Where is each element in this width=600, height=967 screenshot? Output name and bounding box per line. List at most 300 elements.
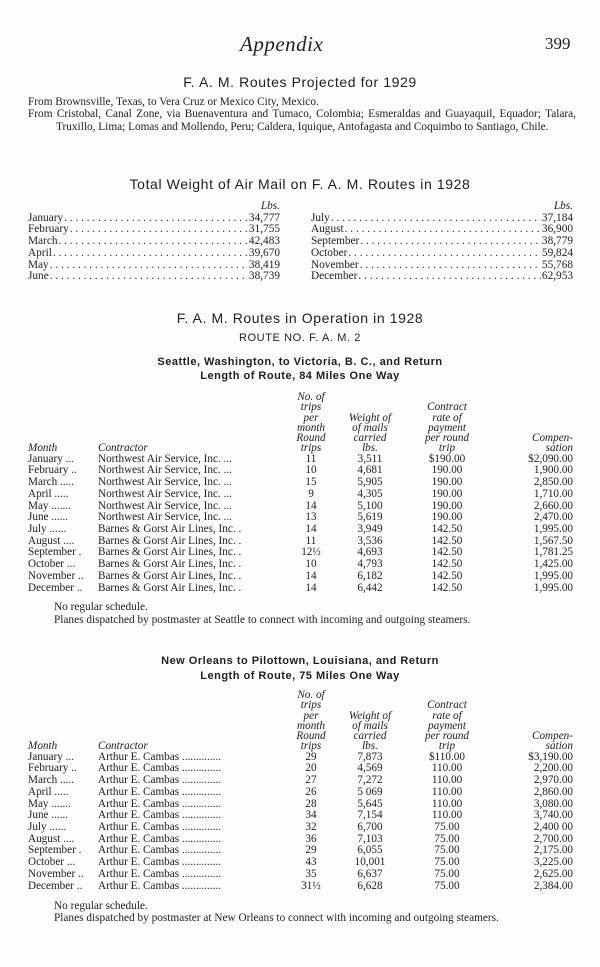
col-weight — [334, 690, 406, 752]
cell-compensation-text: $2,090.00 — [528, 452, 573, 465]
cell-month-text: July — [28, 523, 47, 535]
col-header-line: carried — [353, 432, 387, 445]
leader-dots: ... — [220, 511, 232, 524]
col-header-line: trips — [300, 740, 322, 753]
route-number: ROUTE NO. F. A. M. 2 — [238, 332, 362, 344]
col-header-line: Weight of — [348, 709, 392, 722]
cell-weight-text: 6,442 — [357, 581, 383, 594]
cell-compensation-text: 3,080.00 — [533, 797, 573, 810]
cell-trips-text: 28 — [305, 797, 317, 810]
cell-rate-text: 75.00 — [434, 821, 460, 833]
cell-weight-text: 7,103 — [357, 832, 383, 845]
cell-month-text: August — [28, 534, 61, 547]
leader-dots: ... — [64, 558, 76, 571]
cell-contractor-text: Arthur E. Cambas — [98, 856, 180, 869]
projected-route-2: From Cristobal, Canal Zone, via Buenaventura and Tumaco, Colombia; Esmeraldas and Guayaquil, Equador; Talara, Truxillo, Lima; Lomas and Mollendo, Peru; Caldera, Iquique, Antofagasta and Coquimbo to Santiago, Chile. — [28, 108, 576, 133]
cell-contractor-text: Northwest Air Service, Inc. — [98, 487, 221, 500]
cell-rate-text: 75.00 — [434, 867, 460, 880]
leader-dots — [360, 260, 541, 272]
cell-compensation-text: 2,470.00 — [533, 511, 573, 524]
cell-compensation-text: 2,970.00 — [533, 774, 573, 787]
cell-contractor — [98, 881, 288, 893]
col-compensation — [488, 392, 573, 454]
cell-weight-text: 4,793 — [357, 558, 383, 571]
leader-dots — [358, 271, 541, 283]
cell-month-text: November — [28, 867, 76, 880]
leader-dots: .. — [73, 879, 83, 892]
weight-value: 36,900 — [541, 223, 573, 236]
weight-row — [28, 236, 280, 248]
cell-rate-text: 142.50 — [431, 534, 463, 547]
leader-dots: ...... — [46, 523, 67, 535]
leader-dots — [70, 224, 248, 236]
route2-note-schedule: No regular schedule. — [54, 900, 148, 912]
cell-contractor-text: Arthur E. Cambas — [98, 785, 180, 798]
weight-month: June — [28, 270, 49, 283]
cell-contractor-text: Barnes & Gorst Air Lines, Inc. — [98, 558, 236, 571]
col-header-line: trip — [438, 442, 456, 455]
cell-contractor-text: Arthur E. Cambas — [98, 797, 180, 810]
projected-routes-list — [28, 96, 576, 133]
leader-dots: .... — [60, 832, 75, 845]
cell-compensation-text: 1,995.00 — [533, 569, 573, 582]
cell-rate-text: 190.00 — [431, 464, 463, 477]
leader-dots: ..... — [51, 487, 69, 500]
cell-trips-text: 32 — [305, 821, 317, 833]
leader-dots: . — [235, 569, 242, 582]
cell-compensation — [488, 881, 573, 893]
cell-contractor-text: Arthur E. Cambas — [98, 879, 180, 892]
leader-dots: ....... — [48, 499, 71, 512]
cell-compensation-text: 1,710.00 — [533, 487, 573, 500]
cell-month-text: February — [28, 464, 69, 477]
weight-row — [311, 248, 573, 260]
col-header-line: rate of — [432, 709, 462, 722]
cell-trips-text: 14 — [305, 499, 317, 512]
cell-trips-text: 14 — [305, 523, 317, 535]
cell-contractor-text: Arthur E. Cambas — [98, 821, 180, 833]
cell-contractor-text: Barnes & Gorst Air Lines, Inc. — [98, 523, 236, 535]
weight-month: September — [311, 235, 360, 248]
col-header-line: trips — [300, 442, 322, 455]
cell-trips-text: 10 — [305, 464, 317, 477]
cell-weight-text: 5 069 — [357, 785, 383, 798]
cell-trips-text: 29 — [305, 844, 317, 857]
leader-dots: . — [235, 558, 242, 571]
cell-trips-text: 20 — [305, 762, 317, 775]
cell-month-text: June — [28, 809, 49, 822]
route1-header-row — [28, 392, 573, 454]
cell-rate-text: 142.50 — [431, 546, 463, 559]
cell-compensation-text: 2,200.00 — [533, 762, 573, 775]
leader-dots: . — [235, 523, 242, 535]
cell-month-text: May — [28, 797, 49, 810]
weight-value: 31,755 — [248, 223, 280, 236]
col-weight — [334, 392, 406, 454]
cell-trips-text: 12½ — [301, 546, 321, 559]
routes-in-operation-heading: F. A. M. Routes in Operation in 1928 — [176, 310, 424, 326]
cell-compensation-text: 1,995.00 — [533, 523, 573, 535]
cell-month — [28, 881, 98, 893]
weight-value: 37,184 — [541, 211, 573, 224]
weight-month: February — [28, 223, 69, 236]
weight-value: 62,953 — [541, 270, 573, 283]
weight-value: 42,483 — [248, 235, 280, 248]
route1-title: Seattle, Washington, to Victoria, B. C., and Return — [157, 356, 443, 368]
col-header-line: sation — [545, 740, 573, 753]
weight-row — [311, 236, 573, 248]
col-compensation — [488, 690, 573, 752]
col-header-line: No. of — [297, 391, 325, 403]
weight-row — [28, 260, 280, 272]
leader-dots: . — [75, 546, 82, 559]
weight-column-left — [28, 201, 280, 283]
cell-trips-text: 9 — [308, 487, 314, 500]
leader-dots: .............. — [179, 774, 222, 787]
cell-trips — [288, 583, 334, 595]
cell-month-text: October — [28, 856, 65, 869]
cell-compensation-text: 1,995.00 — [533, 581, 573, 594]
col-rate — [406, 690, 488, 752]
cell-rate-text: 110.00 — [431, 785, 463, 798]
weight-month: July — [311, 211, 330, 224]
weight-row — [28, 248, 280, 260]
col-header-line: No. of — [297, 689, 325, 701]
cell-rate — [406, 583, 488, 595]
cell-compensation-text: 2,850.00 — [533, 476, 573, 489]
leader-dots: .. — [68, 762, 77, 775]
cell-month-text: September — [28, 546, 76, 559]
cell-trips-text: 11 — [305, 534, 317, 547]
col-header-line: Round — [296, 730, 326, 743]
col-header-line: trips — [300, 699, 322, 712]
weight-value: 55,768 — [541, 258, 573, 271]
cell-contractor-text: Barnes & Gorst Air Lines, Inc. — [98, 581, 236, 594]
cell-month-text: December — [28, 581, 74, 594]
weight-value: 38,779 — [541, 235, 573, 248]
cell-contractor — [98, 583, 288, 595]
cell-contractor-text: Northwest Air Service, Inc. — [98, 464, 221, 477]
col-header-line: lbs. — [362, 442, 378, 455]
cell-compensation-text: 2,860.00 — [533, 785, 573, 798]
cell-weight — [334, 881, 406, 893]
leader-dots: ..... — [51, 785, 69, 798]
cell-contractor-text: Barnes & Gorst Air Lines, Inc. — [98, 534, 236, 547]
cell-contractor-text: Northwest Air Service, Inc. — [98, 476, 221, 489]
cell-contractor-text: Barnes & Gorst Air Lines, Inc. — [98, 546, 236, 559]
col-header-line: Round — [296, 432, 326, 445]
route2-header-row — [28, 690, 573, 752]
cell-trips-text: 29 — [305, 750, 317, 763]
leader-dots: .. — [73, 581, 83, 594]
cell-trips-text: 11 — [305, 452, 317, 465]
leader-dots: ..... — [57, 774, 74, 787]
col-header-line: Compen- — [531, 432, 573, 445]
leader-dots: .. — [68, 464, 77, 477]
cell-rate-text: 110.00 — [431, 797, 463, 810]
cell-compensation-text: 2,660.00 — [533, 499, 573, 512]
cell-weight-text: 3,536 — [357, 534, 383, 547]
cell-weight-text: 3,949 — [357, 523, 383, 535]
leader-dots: .... — [60, 534, 75, 547]
cell-compensation-text: 2,625.00 — [533, 867, 573, 880]
route2-table — [28, 690, 573, 892]
cell-contractor-text: Arthur E. Cambas — [98, 762, 180, 775]
leader-dots: .............. — [179, 844, 222, 857]
cell-weight-text: 6,182 — [357, 569, 383, 582]
cell-month-text: May — [28, 499, 49, 512]
col-header-line: of mails — [352, 719, 388, 732]
col-header-line: per round — [424, 432, 470, 445]
col-header-line: Contract — [427, 401, 467, 414]
cell-weight-text: 6,628 — [357, 879, 383, 892]
col-header-line: month — [297, 719, 325, 732]
weight-month: May — [28, 258, 49, 271]
projected-routes-heading: F. A. M. Routes Projected for 1929 — [183, 74, 417, 90]
cell-trips-text: 26 — [305, 785, 317, 798]
cell-weight-text: 4,681 — [357, 464, 383, 477]
cell-trips-text: 35 — [305, 867, 317, 880]
air-mail-weight-heading: Total Weight of Air Mail on F. A. M. Routes in 1928 — [129, 176, 471, 192]
col-month: Month — [28, 442, 58, 455]
cell-rate-text: 75.00 — [434, 844, 460, 857]
cell-trips-text: 14 — [305, 569, 317, 582]
col-trips — [288, 690, 334, 752]
weight-month: August — [311, 223, 344, 236]
col-header-line: month — [297, 421, 325, 434]
col-contractor: Contractor — [98, 740, 148, 753]
col-header-line: trips — [300, 401, 322, 414]
cell-contractor-text: Arthur E. Cambas — [98, 750, 180, 763]
cell-rate-text: 142.50 — [431, 558, 463, 571]
leader-dots: .............. — [179, 797, 222, 810]
route2-title: New Orleans to Pilottown, Louisiana, and Return — [161, 655, 439, 667]
cell-contractor-text: Northwest Air Service, Inc. — [98, 499, 221, 512]
col-header-line: sation — [545, 442, 573, 455]
weight-value: 38,419 — [248, 258, 280, 271]
cell-compensation-text: 1,900.00 — [533, 464, 573, 477]
weight-column-right — [311, 201, 573, 283]
cell-compensation-text: 3,740.00 — [533, 809, 573, 822]
leader-dots — [348, 248, 541, 260]
leader-dots: . — [75, 844, 82, 857]
leader-dots: .............. — [179, 867, 222, 880]
cell-month-text: October — [28, 558, 65, 571]
col-contractor: Contractor — [98, 442, 148, 455]
cell-rate-text: 142.50 — [431, 581, 463, 594]
leader-dots — [58, 236, 247, 248]
cell-weight-text: 5,905 — [357, 476, 383, 489]
weight-month: April — [28, 246, 52, 259]
route1-note-schedule: No regular schedule. — [54, 601, 148, 613]
leader-dots — [331, 213, 541, 225]
weight-row — [311, 213, 573, 225]
leader-dots: ... — [220, 464, 232, 477]
col-header-line: per — [303, 709, 319, 722]
cell-compensation-text: 1,567.50 — [533, 534, 573, 547]
table-row — [28, 881, 573, 893]
leader-dots: .............. — [179, 809, 222, 822]
cell-month — [28, 583, 98, 595]
cell-rate — [406, 881, 488, 893]
cell-weight-text: 5,645 — [357, 797, 383, 810]
table-row — [28, 583, 573, 595]
cell-month-text: November — [28, 569, 76, 582]
cell-compensation-text: 3,225.00 — [533, 856, 573, 869]
leader-dots — [360, 236, 541, 248]
cell-rate-text: 190.00 — [431, 511, 463, 524]
cell-contractor-text: Barnes & Gorst Air Lines, Inc. — [98, 569, 236, 582]
cell-contractor-text: Arthur E. Cambas — [98, 844, 180, 857]
weight-value: 34,777 — [248, 211, 280, 224]
cell-rate-text: 75.00 — [434, 832, 460, 845]
col-header-line: per — [303, 411, 319, 424]
cell-weight-text: 5,619 — [357, 511, 383, 524]
col-header-line: trip — [438, 740, 456, 753]
route1-length: Length of Route, 84 Miles One Way — [200, 370, 400, 382]
leader-dots: ... — [62, 750, 74, 763]
cell-rate-text: 190.00 — [431, 487, 463, 500]
cell-month-text: January — [28, 452, 63, 465]
leader-dots: .............. — [179, 821, 222, 833]
leader-dots: ... — [64, 856, 76, 869]
leader-dots: . — [235, 534, 242, 547]
cell-weight-text: 7,272 — [357, 774, 383, 787]
col-header-line: carried — [353, 730, 387, 743]
cell-weight-text: 10,001 — [354, 856, 386, 869]
cell-rate-text: $190.00 — [428, 452, 466, 465]
col-month: Month — [28, 740, 58, 753]
cell-month-text: July — [28, 821, 47, 833]
cell-compensation-text: 2,400 00 — [533, 821, 573, 833]
col-trips — [288, 392, 334, 454]
weight-month: October — [311, 246, 348, 259]
leader-dots: .............. — [179, 879, 222, 892]
cell-weight-text: 4,569 — [357, 762, 383, 775]
cell-trips — [288, 881, 334, 893]
cell-weight-text: 6,055 — [357, 844, 383, 857]
cell-month-text: March — [28, 476, 58, 489]
cell-rate-text: 110.00 — [431, 762, 463, 775]
cell-compensation-text: 1,781.25 — [533, 546, 573, 559]
cell-rate-text: 142.50 — [431, 523, 463, 535]
cell-month-text: December — [28, 879, 74, 892]
weight-unit-label: Lbs. — [260, 200, 280, 212]
leader-dots — [50, 260, 248, 272]
leader-dots: .............. — [179, 856, 222, 869]
cell-contractor-text: Arthur E. Cambas — [98, 832, 180, 845]
col-header-line: Weight of — [348, 411, 392, 424]
leader-dots: ...... — [46, 821, 67, 833]
cell-trips-text: 34 — [305, 809, 317, 822]
running-title: Appendix — [240, 32, 324, 56]
cell-rate-text: 190.00 — [431, 476, 463, 489]
cell-contractor-text: Arthur E. Cambas — [98, 809, 180, 822]
cell-weight-text: 4,305 — [357, 487, 383, 500]
route2-length: Length of Route, 75 Miles One Way — [200, 670, 400, 682]
leader-dots — [53, 248, 248, 260]
cell-rate-text: 190.00 — [431, 499, 463, 512]
cell-contractor-text: Northwest Air Service, Inc. — [98, 511, 221, 524]
leader-dots: ....... — [48, 797, 71, 810]
cell-compensation-text: 1,425.00 — [533, 558, 573, 571]
leader-dots: . — [235, 546, 242, 559]
cell-month-text: April — [28, 487, 52, 500]
cell-weight-text: 4,693 — [357, 546, 383, 559]
cell-trips-text: 10 — [305, 558, 317, 571]
cell-month-text: September — [28, 844, 76, 857]
leader-dots — [345, 224, 541, 236]
cell-compensation-text: 2,175.00 — [533, 844, 573, 857]
leader-dots: ... — [220, 476, 232, 489]
cell-contractor-text: Northwest Air Service, Inc. — [98, 452, 221, 465]
cell-trips-text: 31½ — [301, 879, 321, 892]
weight-month: January — [28, 211, 64, 224]
cell-weight-text: 6,700 — [357, 821, 383, 833]
leader-dots: .............. — [179, 832, 222, 845]
route1-note-dispatch: Planes dispatched by postmaster at Seattle to connect with incoming and outgoing steamers. — [54, 614, 471, 626]
leader-dots: ... — [220, 487, 232, 500]
col-header-line: Contract — [427, 699, 467, 712]
weight-value: 59,824 — [541, 246, 573, 259]
leader-dots: ...... — [48, 511, 69, 524]
weight-row — [28, 271, 280, 283]
route2-note-dispatch: Planes dispatched by postmaster at New Orleans to connect with incoming and outgoing steamers. — [54, 912, 499, 924]
page-number: 399 — [545, 34, 571, 53]
cell-month-text: March — [28, 774, 58, 787]
leader-dots: ...... — [48, 809, 69, 822]
weight-unit-label: Lbs. — [553, 200, 573, 212]
cell-trips-text: 15 — [305, 476, 317, 489]
cell-trips-text: 27 — [305, 774, 317, 787]
cell-weight-text: 5,100 — [357, 499, 383, 512]
cell-month-text: January — [28, 750, 63, 763]
leader-dots: .. — [75, 867, 84, 880]
cell-compensation-text: $3,190.00 — [528, 750, 573, 763]
cell-month-text: April — [28, 785, 52, 798]
weight-month: March — [28, 235, 58, 248]
cell-trips-text: 43 — [305, 856, 317, 869]
weight-row — [28, 224, 280, 236]
cell-month-text: June — [28, 511, 49, 524]
leader-dots: . — [235, 581, 242, 594]
cell-weight — [334, 583, 406, 595]
cell-contractor-text: Arthur E. Cambas — [98, 774, 180, 787]
route1-table — [28, 392, 573, 594]
cell-trips-text: 36 — [305, 832, 317, 845]
cell-weight-text: 7,154 — [357, 809, 383, 822]
cell-rate-text: 110.00 — [431, 809, 463, 822]
col-header-line: per round — [424, 730, 470, 743]
leader-dots: .. — [75, 569, 84, 582]
col-header-line: lbs. — [362, 740, 378, 753]
col-header-line: of mails — [352, 421, 388, 434]
cell-compensation-text: 2,700.00 — [533, 832, 573, 845]
leader-dots: .............. — [179, 785, 222, 798]
projected-route-1: From Brownsville, Texas, to Vera Cruz or Mexico City, Mexico. — [28, 96, 319, 108]
weight-value: 38,739 — [248, 270, 280, 283]
cell-compensation-text: 2,384.00 — [533, 879, 573, 892]
cell-contractor-text: Arthur E. Cambas — [98, 867, 180, 880]
cell-trips-text: 13 — [305, 511, 317, 524]
leader-dots: ... — [220, 452, 232, 465]
cell-rate-text: 75.00 — [434, 879, 460, 892]
leader-dots: ... — [62, 452, 74, 465]
cell-month-text: August — [28, 832, 61, 845]
leader-dots: .............. — [179, 750, 222, 763]
cell-weight-text: 3,511 — [357, 452, 383, 465]
cell-month-text: February — [28, 762, 69, 775]
